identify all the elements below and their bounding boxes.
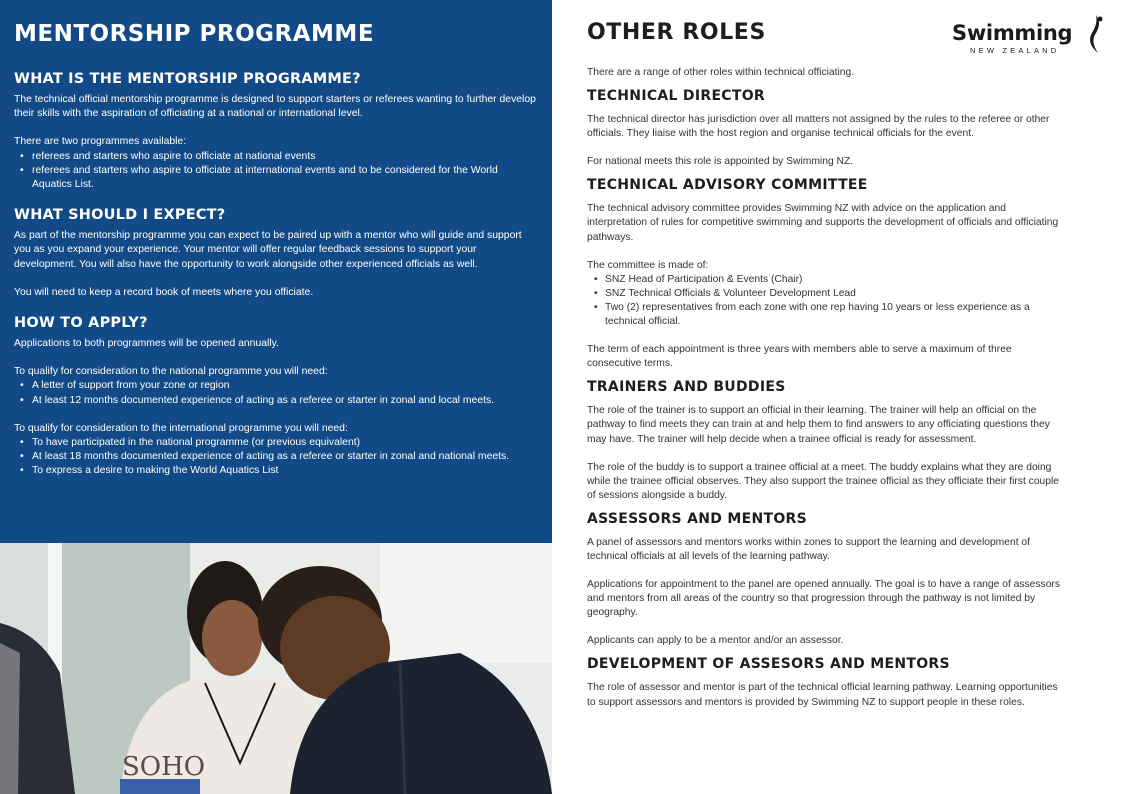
paragraph: The term of each appointment is three years with members able to serve a maximum of three consecutive terms. [587, 344, 1012, 370]
photo-illustration [0, 543, 552, 794]
other-roles-panel [587, 20, 1067, 710]
section-heading-development: DEVELOPMENT OF ASSESORS AND MENTORS [587, 656, 950, 673]
officials-photo [0, 543, 552, 794]
mentorship-title: MENTORSHIP PROGRAMME [14, 21, 375, 47]
programme-list [14, 150, 538, 193]
paragraph: To qualify for consideration to the international programme you will need: [14, 422, 348, 434]
paragraph: The technical official mentorship programme is designed to support starters or referees wanting to further develop their skills with the aspiration of officiating at a national or international level. [14, 94, 536, 120]
paragraph: As part of the mentorship programme you can expect to be paired up with a mentor who will guide and support you as you expand your experience. Your mentor will offer regular feedback sessions to support your development. You will also have the opportunity to work alongside other experienced officials as well. [14, 230, 522, 270]
paragraph: The technical director has jurisdiction over all matters not assigned by the rules to the referee or other officials. They liaise with the host region and organise technical officials for the event. [587, 114, 1050, 140]
paragraph: There are two programmes available: [14, 136, 187, 148]
list-item: • At least 12 months documented experience of acting as a referee or starter in zonal and local meets. [15, 394, 538, 408]
paragraph: Applicants can apply to be a mentor and/or an assessor. [587, 635, 844, 647]
section-heading-apply: HOW TO APPLY? [14, 315, 148, 332]
list-item: • At least 18 months documented experience of acting as a referee or starter in zonal and national meets. [15, 450, 538, 464]
international-requirements-list [14, 436, 538, 479]
list-item: • Two (2) representatives from each zone with one rep having 10 years or less experience as a technical official. [587, 301, 1067, 329]
national-requirements-list [14, 379, 538, 407]
paragraph: A panel of assessors and mentors works within zones to support the learning and development of technical officials at all levels of the learning pathway. [587, 536, 1031, 562]
list-item: • SNZ Technical Officials & Volunteer Development Lead [587, 287, 1067, 301]
logo-wordmark: Swimming [952, 21, 1073, 45]
mentorship-panel [0, 0, 552, 543]
shirt-text: SOHO [122, 752, 206, 782]
list-item: • SNZ Head of Participation & Events (Chair) [587, 273, 1067, 287]
intro-paragraph: There are a range of other roles within technical officiating. [587, 67, 855, 78]
logo-subtitle: NEW ZEALAND [970, 46, 1060, 55]
paragraph: The role of the trainer is to support an official in their learning. The trainer will help an official on the pathway to find meets they can train at and help them to find answers to any officiating questions they may have. The trainer will help decide when a trainee official is ready for assessment. [587, 405, 1050, 445]
paragraph: Applications to both programmes will be opened annually. [14, 338, 279, 350]
committee-list [587, 273, 1067, 329]
section-heading-trainers-buddies: TRAINERS AND BUDDIES [587, 379, 786, 396]
paragraph: The committee is made of: [587, 259, 709, 271]
paragraph: The role of assessor and mentor is part of the technical official learning pathway. Learning opportunities to support assessors and mentors is provided by Swimming NZ to support people in these roles. [587, 682, 1058, 708]
list-item: • referees and starters who aspire to officiate at international events and to be considered for the World Aquatics List. [15, 164, 538, 192]
paragraph: The role of the buddy is to support a trainee official at a meet. The buddy explains what they are doing while the trainee official observes. They also support the trainee official as they officiate their first couple of sessions alongside a buddy. [587, 461, 1060, 501]
section-heading-advisory-committee: TECHNICAL ADVISORY COMMITTEE [587, 177, 868, 194]
paragraph: The technical advisory committee provides Swimming NZ with advice on the application and interpretation of rules for competitive swimming and supports the development of officials and officiating pathways. [587, 203, 1059, 243]
list-item: • To have participated in the national programme (or previous equivalent) [15, 436, 538, 450]
list-item: • referees and starters who aspire to officiate at national events [15, 150, 538, 164]
section-heading-technical-director: TECHNICAL DIRECTOR [587, 88, 766, 105]
section-heading-expect: WHAT SHOULD I EXPECT? [14, 207, 226, 224]
list-item: • A letter of support from your zone or region [15, 379, 538, 393]
section-heading-assessors-mentors: ASSESSORS AND MENTORS [587, 510, 807, 527]
swimmer-icon [1082, 13, 1106, 57]
list-item: • To express a desire to making the World Aquatics List [15, 464, 538, 478]
section-heading-what-is: WHAT IS THE MENTORSHIP PROGRAMME? [14, 71, 361, 87]
paragraph: You will need to keep a record book of meets where you officiate. [14, 286, 314, 298]
other-roles-title: OTHER ROLES [587, 20, 766, 45]
paragraph: Applications for appointment to the panel are opened annually. The goal is to have a range of assessors and mentors from all areas of the country so that progression through the pathway is not limited by geography. [587, 579, 1061, 619]
paragraph: For national meets this role is appointed by Swimming NZ. [587, 156, 854, 168]
paragraph: To qualify for consideration to the national programme you will need: [14, 366, 328, 378]
